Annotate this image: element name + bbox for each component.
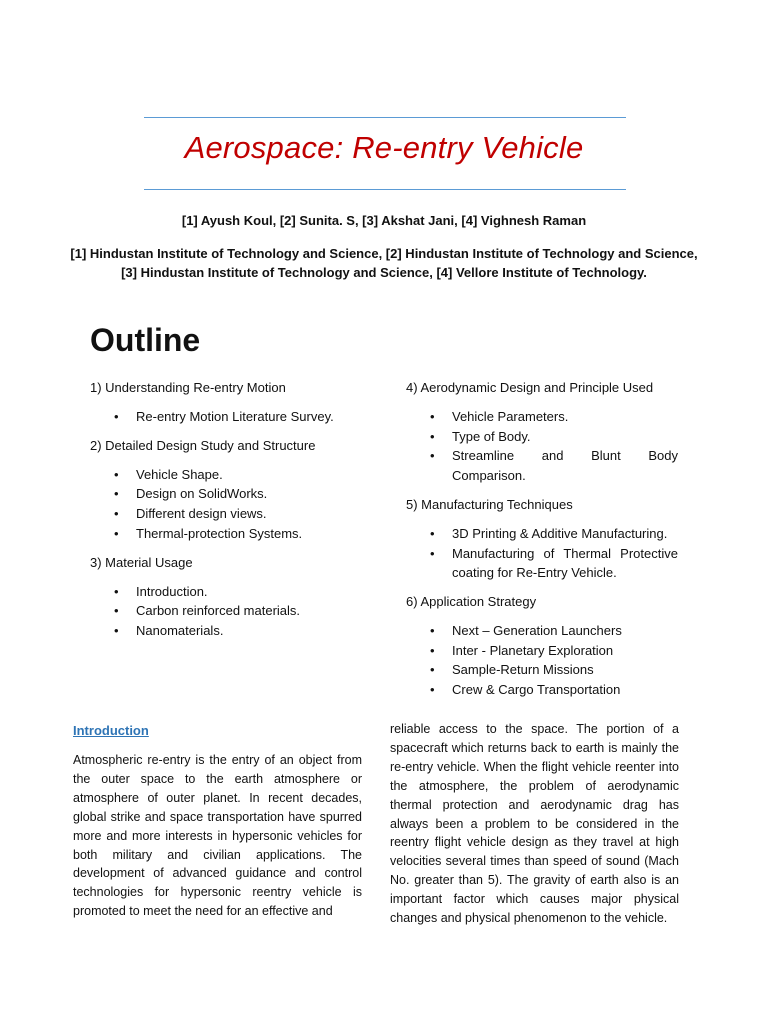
bullet-icon: • xyxy=(114,409,119,424)
outline-list-item xyxy=(406,407,678,427)
outline-item-text: Manufacturing of Thermal Protective coating for Re-Entry Vehicle. xyxy=(452,545,678,581)
outline-list-item xyxy=(406,427,678,447)
outline-item-list xyxy=(90,582,390,641)
outline-item-text: Type of Body. xyxy=(452,428,531,444)
outline-section-title: 3) Material Usage xyxy=(90,554,193,570)
outline-section-title: 1) Understanding Re-entry Motion xyxy=(90,380,286,395)
author-list: [1] Ayush Koul, [2] Sunita. S, [3] Akshat Jani, [4] Vighnesh Raman xyxy=(181,213,587,228)
outline-list-item xyxy=(90,601,390,621)
outline-item-list xyxy=(90,465,390,544)
outline-list-item xyxy=(406,446,678,485)
outline-section-title: 5) Manufacturing Techniques xyxy=(406,496,573,512)
introduction-heading[interactable]: Introduction xyxy=(73,723,149,738)
bullet-icon: • xyxy=(114,583,119,599)
outline-item-text: Thermal-protection Systems. xyxy=(136,525,303,541)
bullet-icon: • xyxy=(114,603,119,619)
bullet-icon: • xyxy=(430,409,435,424)
outline-item-list xyxy=(90,407,390,427)
outline-list-item xyxy=(90,504,390,524)
outline-item-text: Vehicle Parameters. xyxy=(452,409,569,424)
outline-section-title: 4) Aerodynamic Design and Principle Used xyxy=(406,380,654,395)
bullet-icon: • xyxy=(430,642,435,658)
outline-section-title: 2) Detailed Design Study and Structure xyxy=(90,437,316,453)
outline-item-list xyxy=(406,621,678,700)
outline-item-text: Design on SolidWorks. xyxy=(136,486,268,502)
outline-item-text: 3D Printing & Additive Manufacturing. xyxy=(452,525,668,541)
outline-item-text: Next – Generation Launchers xyxy=(452,622,622,638)
bullet-icon: • xyxy=(114,622,119,638)
outline-list-item xyxy=(406,680,678,700)
outline-item-list xyxy=(406,407,678,486)
outline-item-text: Re-entry Motion Literature Survey. xyxy=(136,409,334,424)
outline-list-item xyxy=(90,484,390,504)
outline-left-column xyxy=(90,378,390,650)
outline-item-text: Nanomaterials. xyxy=(136,622,224,638)
outline-item-text: Sample-Return Missions xyxy=(452,662,594,678)
outline-item-text: Introduction. xyxy=(136,583,208,599)
outline-right-column xyxy=(406,378,678,709)
outline-list-item xyxy=(406,621,678,641)
outline-list-item xyxy=(90,621,390,641)
outline-list-item xyxy=(90,582,390,602)
affiliation-line: [1] Hindustan Institute of Technology and Science, [2] Hindustan Institute of Technology and Science, xyxy=(70,246,698,261)
outline-item-text: Different design views. xyxy=(136,506,267,522)
title-bottom-rule xyxy=(144,189,626,190)
bullet-icon: • xyxy=(430,662,435,678)
bullet-icon: • xyxy=(114,506,119,522)
outline-section-title: 6) Application Strategy xyxy=(406,593,537,609)
bullet-icon: • xyxy=(114,466,119,482)
bullet-icon: • xyxy=(430,525,435,541)
outline-item-text: Streamline and Blunt Body Comparison. xyxy=(452,448,678,484)
outline-list-item xyxy=(406,544,678,583)
outline-list-item xyxy=(90,407,390,427)
outline-list-item xyxy=(406,524,678,544)
outline-heading: Outline xyxy=(90,322,201,358)
bullet-icon: • xyxy=(114,486,119,502)
outline-list-item xyxy=(406,641,678,661)
bullet-icon: • xyxy=(430,448,435,464)
outline-item-text: Vehicle Shape. xyxy=(136,466,223,482)
outline-item-text: Carbon reinforced materials. xyxy=(136,603,301,619)
document-title: Aerospace: Re-entry Vehicle xyxy=(184,130,584,165)
outline-list-item xyxy=(90,524,390,544)
outline-item-text: Crew & Cargo Transportation xyxy=(452,682,621,698)
title-top-rule xyxy=(144,117,626,118)
affiliations xyxy=(60,244,708,282)
outline-list-item xyxy=(406,660,678,680)
bullet-icon: • xyxy=(430,682,435,698)
bullet-icon: • xyxy=(430,622,435,638)
introduction-paragraph-left: Atmospheric re-entry is the entry of an object from the outer space to the earth atmosphere or atmosphere of outer planet. In recent decades, global strike and space transportation have spurred more and more interests in hypersonic vehicles for both military and civilian applications. The development of advanced guidance and control technologies for hypersonic reentry vehicle is promoted to meet the need for an effective and xyxy=(73,753,362,919)
introduction-paragraph-right: reliable access to the space. The portion of a spacecraft which returns back to earth is mainly the re-entry vehicle. When the flight vehicle reenter into the atmosphere, the problem of aerodynamic thermal protection and aerodynamic drag has always been a problem to be considered in the reentry flight vehicle design as they travel at high velocities several times than speed of sound (Mach No. greater than 5). The gravity of earth also is an important factor which causes major physical changes and physical phenomenon to the vehicle. xyxy=(390,722,679,926)
affiliation-line: [3] Hindustan Institute of Technology and Science, [4] Vellore Institute of Technology. xyxy=(121,265,647,280)
outline-list-item xyxy=(90,465,390,485)
outline-item-list xyxy=(406,524,678,583)
bullet-icon: • xyxy=(114,525,119,541)
outline-item-text: Inter - Planetary Exploration xyxy=(452,642,614,658)
bullet-icon: • xyxy=(430,545,435,561)
bullet-icon: • xyxy=(430,428,435,444)
